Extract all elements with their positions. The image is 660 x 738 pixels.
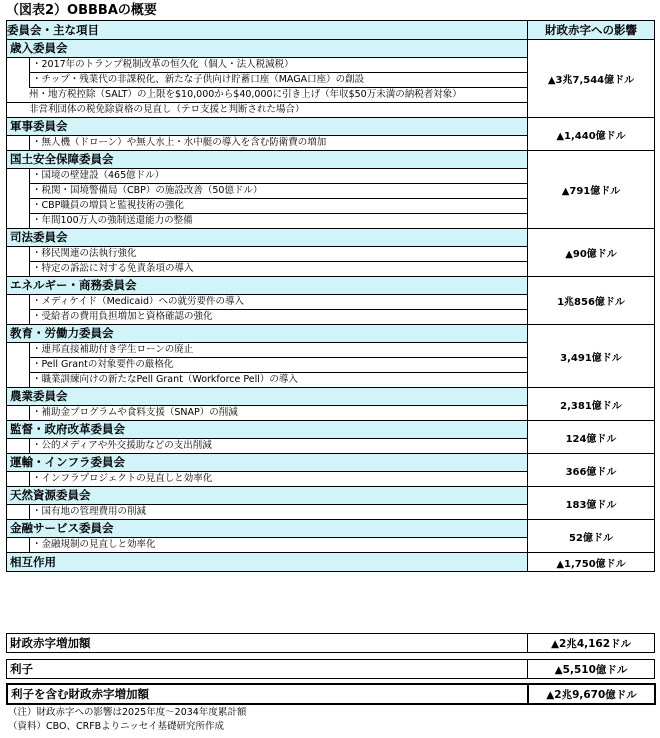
interest-label: 利子	[7, 660, 528, 679]
committee-name: 歳入委員会	[7, 40, 527, 58]
committee-cell	[7, 40, 528, 118]
figure-title: （図表2）OBBBAの概要	[6, 3, 157, 18]
committee-impact: ▲1,440億ドル	[528, 118, 655, 151]
committee-name: 軍事委員会	[7, 118, 527, 136]
committee-name: 国土安全保障委員会	[7, 151, 527, 169]
committee-row	[7, 151, 655, 229]
committee-cell	[7, 454, 528, 487]
committee-cell	[7, 229, 528, 277]
committee-item: ・2017年のトランプ税制改革の恒久化（個人・法人税減税）	[29, 58, 527, 73]
committee-item: ・補助金プログラムや食料支援（SNAP）の削減	[29, 406, 527, 420]
committee-item: ・国有地の管理費用の削減	[29, 505, 527, 519]
committee-impact: 1兆856億ドル	[528, 277, 655, 325]
committee-cell	[7, 118, 528, 151]
committee-name: エネルギー・商務委員会	[7, 277, 527, 295]
committee-row	[7, 421, 655, 454]
committee-item: ・メディケイド（Medicaid）への就労要件の導入	[29, 295, 527, 310]
column-header-impact: 財政赤字への影響	[528, 21, 655, 40]
grand-total-label: 利子を含む財政赤字増加額	[7, 684, 528, 704]
committee-cell	[7, 151, 528, 229]
committee-name: 天然資源委員会	[7, 487, 527, 505]
committee-item: ・連邦直接補助付き学生ローンの廃止	[29, 343, 527, 358]
committee-cell	[7, 520, 528, 553]
committee-row	[7, 325, 655, 388]
committee-row	[7, 40, 655, 118]
committee-item: 非営利団体の税免除資格の見直し（テロ支援と判断された場合）	[29, 104, 305, 115]
committee-cell	[7, 388, 528, 421]
committee-name: 監督・政府改革委員会	[7, 421, 527, 439]
committee-impact: 366億ドル	[528, 454, 655, 487]
mutual-effect-row	[7, 553, 655, 572]
committee-item: ・国境の壁建設（465億ドル）	[29, 169, 527, 184]
committee-item: ・職業訓練向けの新たなPell Grant（Workforce Pell）の導入	[29, 373, 527, 387]
committee-impact: 52億ドル	[528, 520, 655, 553]
note-text: （注）財政赤字への影響は2025年度～2034年度累計額	[8, 707, 247, 718]
mutual-effect-label: 相互作用	[7, 553, 528, 572]
committee-item: ・無人機（ドローン）や無人水上・水中艇の導入を含む防衛費の増加	[29, 136, 527, 150]
committee-impact: 183億ドル	[528, 487, 655, 520]
committee-row	[7, 454, 655, 487]
committee-row	[7, 520, 655, 553]
committee-item: ・金融規制の見直しと効率化	[29, 538, 527, 552]
committee-name: 司法委員会	[7, 229, 527, 247]
committee-item: ・受給者の費用負担増加と資格確認の強化	[29, 310, 527, 324]
committee-name: 金融サービス委員会	[7, 520, 527, 538]
committee-item: ・インフラプロジェクトの見直しと効率化	[29, 472, 527, 486]
committee-cell	[7, 487, 528, 520]
grand-total-value: ▲2兆9,670億ドル	[528, 684, 655, 704]
committee-cell	[7, 421, 528, 454]
grand-total-table	[6, 683, 656, 705]
committee-row	[7, 118, 655, 151]
committee-cell	[7, 325, 528, 388]
committee-row	[7, 277, 655, 325]
committee-item: ・CBP職員の増員と監視技術の強化	[29, 199, 527, 214]
committee-row	[7, 388, 655, 421]
deficit-total-value: ▲2兆4,162ドル	[528, 634, 655, 653]
deficit-total-label: 財政赤字増加額	[7, 634, 528, 653]
committee-impact: 2,381億ドル	[528, 388, 655, 421]
committee-impact: ▲3兆7,544億ドル	[528, 40, 655, 118]
committee-item: ・公的メディアや外交援助などの支出削減	[29, 439, 527, 453]
table-header-row	[7, 21, 655, 40]
column-header-items: 委員会・主な項目	[7, 21, 528, 40]
committee-table	[6, 20, 655, 572]
committee-item: 州・地方税控除（SALT）の上限を$10,000から$40,000に引き上げ（年収$50万未満の納税者対象）	[7, 88, 527, 103]
committee-impact: 3,491億ドル	[528, 325, 655, 388]
source-text: （資料）CBO、CRFBよりニッセイ基礎研究所作成	[8, 721, 225, 732]
mutual-effect-impact: ▲1,750億ドル	[528, 553, 655, 572]
committee-row	[7, 229, 655, 277]
deficit-total-table	[6, 633, 655, 653]
committee-item: ・移民関連の法執行強化	[29, 247, 527, 262]
committee-impact: ▲791億ドル	[528, 151, 655, 229]
committee-name: 運輸・インフラ委員会	[7, 454, 527, 472]
committee-name: 農業委員会	[7, 388, 527, 406]
committee-cell	[7, 277, 528, 325]
committee-name: 教育・労働力委員会	[7, 325, 527, 343]
committee-item: ・チップ・残業代の非課税化、新たな子供向け貯蓄口座（MAGA口座）の創設	[29, 73, 527, 88]
committee-item: ・特定の訴訟に対する免責条項の導入	[29, 262, 527, 276]
committee-item: ・税関・国境警備局（CBP）の施設改善（50億ドル）	[29, 184, 527, 199]
committee-impact: ▲90億ドル	[528, 229, 655, 277]
committee-item: ・Pell Grantの対象要件の厳格化	[29, 358, 527, 373]
committee-impact: 124億ドル	[528, 421, 655, 454]
committee-item: ・年間100万人の強制送還能力の整備	[29, 214, 527, 228]
committee-row	[7, 487, 655, 520]
interest-table	[6, 659, 655, 679]
interest-value: ▲5,510億ドル	[528, 660, 655, 679]
